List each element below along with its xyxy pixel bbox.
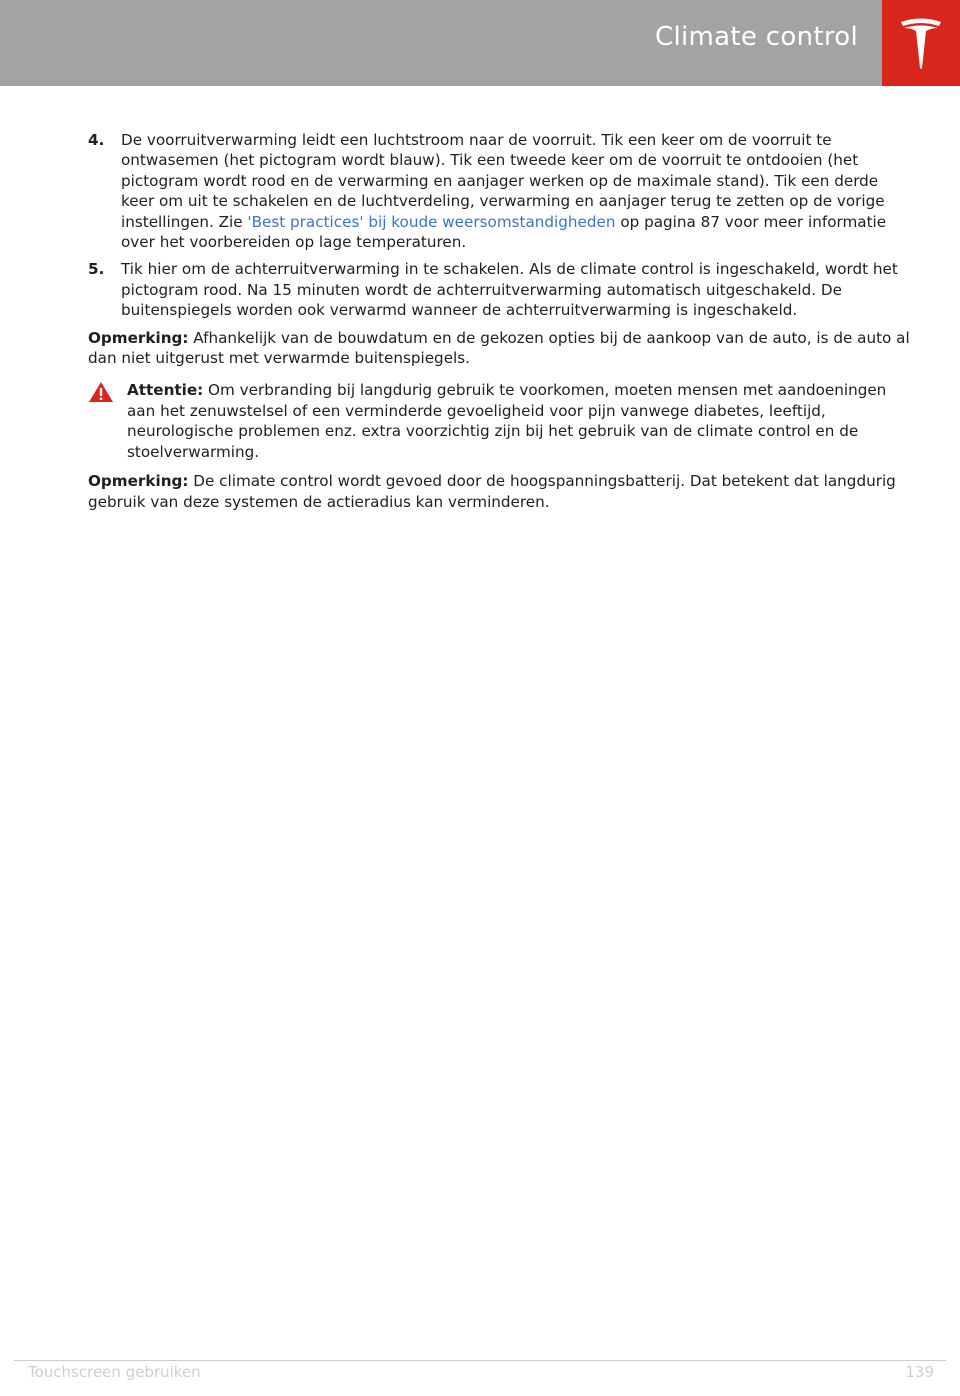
- cross-reference-link[interactable]: 'Best practices' bij koude weersomstandigheden: [247, 212, 616, 231]
- note-paragraph: [88, 471, 910, 512]
- list-item: [88, 259, 910, 320]
- page-title: Climate control: [655, 22, 858, 52]
- list-item-number: 5.: [88, 260, 105, 279]
- warning-triangle-icon: [88, 381, 114, 403]
- brand-logo-box: [882, 0, 960, 86]
- warning-text: Om verbranding bij langdurig gebruik te voorkomen, moeten mensen met aandoeningen aan het zenuwstelsel of een verminderde gevoeligheid voor pijn vanwege diabetes, leeftijd, neurologische problemen enz. extra voorzichtig zijn bij het gebruik van de climate control en de stoelverwarming.: [127, 381, 887, 461]
- note-paragraph: [88, 328, 910, 369]
- note-text: De climate control wordt gevoed door de hoogspanningsbatterij. Dat betekent dat langdurig gebruik van deze systemen de actieradius kan verminderen.: [88, 472, 896, 511]
- tesla-t-logo-icon: [898, 16, 944, 70]
- note-text: Afhankelijk van de bouwdatum en de gekozen opties bij de aankoop van de auto, is de auto al dan niet uitgerust met verwarmde buitenspiegels.: [88, 328, 910, 368]
- note-label: Opmerking:: [88, 472, 189, 491]
- footer-page-number: 139: [905, 1363, 934, 1381]
- page-header: [0, 0, 960, 86]
- page-content: [88, 130, 910, 521]
- list-item-number: 4.: [88, 131, 105, 149]
- list-item-text-after-link: op pagina 87 voor meer informatie over het voorbereiden op lage temperaturen.: [121, 212, 887, 252]
- list-item-text: Tik hier om de achterruitverwarming in te schakelen. Als de climate control is ingeschakeld, wordt het pictogram rood. Na 15 minuten wordt de achterruitverwarming automatisch uitgeschakeld. De buitenspiegels worden ook verwarmd wanneer de achterruitverwarming is ingeschakeld.: [121, 260, 898, 320]
- note-label: Opmerking:: [88, 328, 189, 347]
- warning-label: Attentie:: [127, 381, 204, 400]
- footer-section-name: Touchscreen gebruiken: [28, 1363, 201, 1381]
- list-item-text: De voorruitverwarming leidt een luchtstroom naar de voorruit. Tik een keer om de voorruit te ontwasemen (het pictogram wordt blauw). Tik een tweede keer om de voorruit te ontdooien (het pictogram wordt rood en de verwarming en aanjager werken op de maximale stand). Tik een derde keer om uit te schakelen en de luchtverdeling, verwarming en aanjager terug te zetten op de vorige instellingen. Zie: [121, 131, 885, 231]
- warning-block: [88, 380, 910, 462]
- list-item: [88, 130, 910, 252]
- footer-divider: [14, 1360, 946, 1361]
